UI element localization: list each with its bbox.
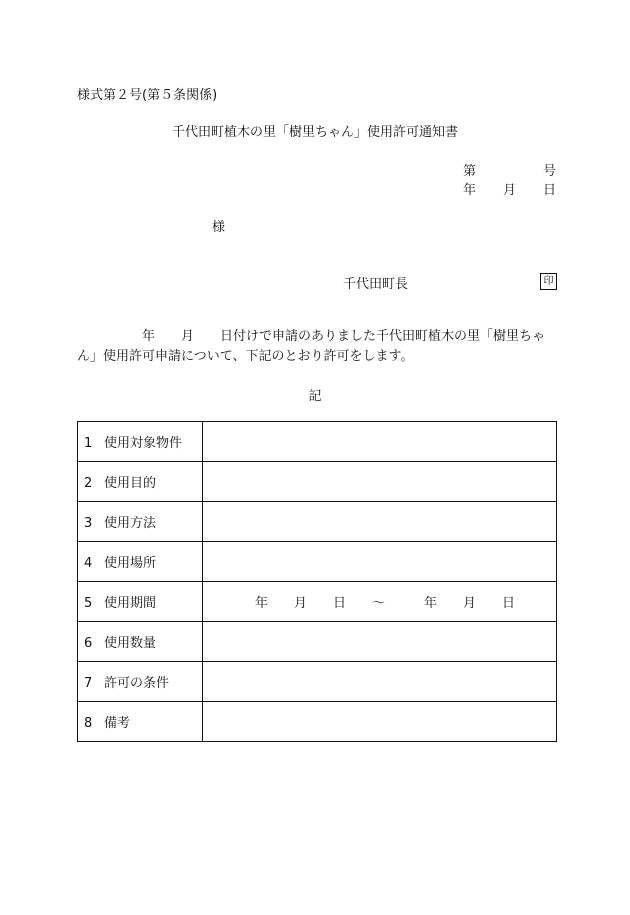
number-prefix: 第	[463, 164, 477, 179]
usage-period-value: 年 月 日 ～ 年 月 日	[203, 582, 557, 622]
row-label-text: 使用数量	[104, 636, 157, 651]
date-year: 年	[463, 183, 477, 198]
table-row	[78, 622, 557, 662]
row-label-text: 備考	[104, 716, 131, 731]
row-label	[78, 662, 203, 702]
row-label	[78, 702, 203, 742]
row-number: 1	[84, 436, 93, 451]
table-row	[78, 502, 557, 542]
date-month: 月	[502, 183, 516, 198]
table-row	[78, 422, 557, 462]
number-suffix: 号	[542, 164, 556, 179]
table-row	[78, 662, 557, 702]
row-label	[78, 502, 203, 542]
row-value	[203, 622, 557, 662]
row-value	[203, 502, 557, 542]
row-number: 2	[84, 476, 93, 491]
table-row	[78, 582, 557, 622]
record-mark: 記	[308, 389, 322, 404]
table-row	[78, 462, 557, 502]
row-label-text: 使用目的	[104, 476, 157, 491]
row-value	[203, 662, 557, 702]
row-value	[203, 702, 557, 742]
row-value	[203, 542, 557, 582]
document-title: 千代田町植木の里「樹里ちゃん」使用許可通知書	[171, 125, 458, 140]
detail-table	[77, 421, 557, 742]
row-label	[78, 422, 203, 462]
row-label-text: 使用場所	[104, 556, 157, 571]
row-value	[203, 462, 557, 502]
row-label	[78, 542, 203, 582]
addressee-honorific: 様	[212, 220, 226, 235]
row-label-text: 使用期間	[104, 596, 157, 611]
row-number: 4	[84, 556, 93, 571]
seal-stamp: 印	[540, 273, 557, 290]
reference-number-line	[463, 160, 556, 179]
row-label	[78, 462, 203, 502]
row-label-text: 許可の条件	[104, 676, 170, 691]
table-row	[78, 702, 557, 742]
row-number: 7	[84, 676, 93, 691]
reference-date-line	[463, 179, 556, 198]
issuer-name: 千代田町長	[343, 277, 409, 292]
row-label	[78, 622, 203, 662]
row-label	[78, 582, 203, 622]
row-number: 6	[84, 636, 93, 651]
row-number: 5	[84, 596, 93, 611]
table-row	[78, 542, 557, 582]
row-label-text: 使用対象物件	[104, 436, 183, 451]
row-number: 3	[84, 516, 93, 531]
row-label-text: 使用方法	[104, 516, 157, 531]
form-number: 様式第２号(第５条関係)	[77, 88, 218, 103]
row-number: 8	[84, 716, 93, 731]
date-day: 日	[542, 183, 556, 198]
body-text: 年 月 日付けで申請のありました千代田町植木の里「樹里ちゃん」使用許可申請について、下記のとおり許可をします。	[77, 329, 546, 364]
row-value	[203, 422, 557, 462]
